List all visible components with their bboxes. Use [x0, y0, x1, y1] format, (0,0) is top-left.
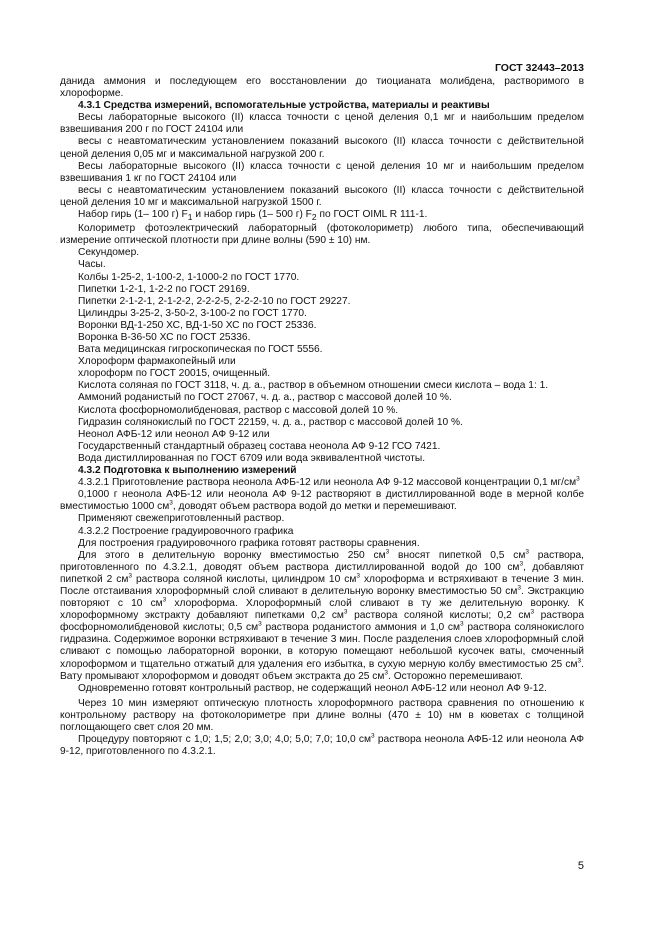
document-header: ГОСТ 32443–2013	[494, 62, 584, 74]
paragraph: Для этого в делительную воронку вместимостью 250 $см^3$ вносят пипеткой 0,5 $см^3$ раствора, приготовленного по 4.3.2.1, доводят объем раствора дистиллированной водой до 100 $см^3$, добавляют пипеткой 2 $см^3$ раствора соляной кислоты, цилиндром 10 $см^3$ хлороформа и встряхивают в течение 3 мин. После отстаивания хлороформный слой сливают в делительную воронку вместимостью 50 $см^3$. Экстракцию повторяют с 10 $см^3$ хлороформа. Хлороформный слой сливают в ту же делительную воронку. К хлороформному экстракту добавляют пипетками 0,2 $см^3$ раствора соляной кислоты; 0,2 $см^3$ раствора фосфорномолибденовой кислоты; 0,5 $см^3$ раствора роданистого аммония и 1,0 $см^3$ раствора солянокислого гидразина. Содержимое воронки встряхивают в течение 3 мин. После разделения слоев хлороформный слой сливают с помощью лабораторной воронки, в которую помещают небольшой кусочек ваты, смоченный хлороформом и тщательно отжатый для удаления его избытка, в сухую мерную колбу вместимостью 25 $см^3$. Вату промывают хлороформом и доводят объем экстракта до 25 $см^3$. Осторожно перемешивают.	[60, 548, 585, 682]
paragraph: Цилиндры 3-25-2, 3-50-2, 3-100-2 по ГОСТ 1770.	[78, 307, 307, 319]
paragraph: весы с неавтоматическим установлением показаний высокого (II) класса точности с действительной ценой деления 10 мг и максимальной нагрузкой 1500 г.	[60, 184, 584, 208]
paragraph: Хлороформ фармакопейный или	[78, 356, 236, 368]
paragraph: Секундомер.	[78, 247, 140, 259]
paragraph: Воронки ВД-1-250 ХС, ВД-1-50 ХС по ГОСТ 25336.	[78, 319, 317, 331]
paragraph: Часы.	[78, 259, 106, 271]
paragraph: Одновременно готовят контрольный раствор, не содержащий неонол АФБ-12 или неонол АФ 9-12.	[78, 682, 547, 694]
paragraph: весы с неавтоматическим установлением показаний высокого (II) класса точности с действительной ценой деления 0,05 мг и максимальной нагрузкой 200 г.	[60, 136, 584, 160]
document-body	[60, 76, 584, 758]
paragraph: Набор гирь (1– 100 г) $F_1$ и набор гирь (1– 500 г) $F_2$ по ГОСТ OIML R 111-1.	[78, 209, 428, 223]
section-heading: 4.3.1 Средства измерений, вспомогательные устройства, материалы и реактивы	[78, 100, 490, 112]
paragraph: Для построения градуировочного графика готовят растворы сравнения.	[78, 537, 420, 549]
paragraph: Воронка В-36-50 ХС по ГОСТ 25336.	[78, 332, 251, 343]
paragraph: Пипетки 1-2-1, 1-2-2 по ГОСТ 29169.	[78, 283, 250, 295]
paragraph: 4.3.2.1 Приготовление раствора неонола АФБ-12 или неонола АФ 9-12 массовой концентрации 0,1 $мг/см^3$	[78, 475, 580, 489]
paragraph: хлороформ по ГОСТ 20015, очищенный.	[78, 368, 271, 380]
page-number: 5	[577, 860, 584, 872]
paragraph: Процедуру повторяют с 1,0; 1,5; 2,0; 3,0; 4,0; 5,0; 7,0; 10,0 $см^3$ раствора неонола АФБ-12 или неонола АФ 9-12, приготовленного по 4.3.2.1.	[60, 732, 585, 758]
paragraph: Применяют свежеприготовленный раствор.	[78, 513, 285, 525]
paragraph: Кислота соляная по ГОСТ 3118, ч. д. а., раствор в объемном отношении смеси кислота – вода 1: 1.	[78, 380, 549, 392]
paragraph: Через 10 мин измеряют оптическую плотность хлороформного раствора сравнения по отношению к контрольному раствору на фотоколориметре при длине волны (470 ± 10) нм в кюветах с толщиной поглощающего свет слоя 20 мм.	[60, 697, 584, 733]
paragraph: Весы лабораторные высокого (II) класса точности с ценой деления 0,1 мг и наибольшим пределом взвешивания 200 г по ГОСТ 24104 или	[60, 112, 584, 136]
paragraph: 4.3.2.2 Построение градуировочного графика	[78, 525, 294, 537]
paragraph: Неонол АФБ-12 или неонол АФ 9-12 или	[78, 428, 270, 440]
paragraph: Весы лабораторные высокого (II) класса точности с ценой деления 10 мг и наибольшим пределом взвешивания 1 кг по ГОСТ 24104 или	[60, 160, 584, 184]
section-heading: 4.3.2 Подготовка к выполнению измерений	[78, 465, 297, 477]
paragraph: Гидразин солянокислый по ГОСТ 22159, ч. д. а., раствор с массовой долей 10 %.	[78, 416, 463, 428]
paragraph-continuation: данида аммония и последующем его восстановлении до тиоцианата молибдена, растворимого в хлороформе.	[60, 76, 584, 100]
paragraph: Аммоний роданистый по ГОСТ 27067, ч. д. а., раствор с массовой долей 10 %.	[78, 392, 452, 404]
paragraph: Колбы 1-25-2, 1-100-2, 1-1000-2 по ГОСТ 1770.	[78, 271, 300, 283]
paragraph: 0,1000 г неонола АФБ-12 или неонола АФ 9-12 растворяют в дистиллированной воде в мерной колбе вместимостью 1000 $см^3$, доводят объем раствора водой до метки и перемешивают.	[60, 489, 584, 513]
paragraph: Государственный стандартный образец состава неонола АФ 9-12 ГСО 7421.	[78, 440, 441, 452]
paragraph: Пипетки 2-1-2-1, 2-1-2-2, 2-2-2-5, 2-2-2-10 по ГОСТ 29227.	[78, 295, 351, 307]
paragraph: Вода дистиллированная по ГОСТ 6709 или вода эквивалентной чистоты.	[78, 452, 426, 464]
paragraph: Кислота фосфорномолибденовая, раствор с массовой долей 10 %.	[78, 404, 399, 416]
paragraph: Вата медицинская гигроскопическая по ГОСТ 5556.	[78, 344, 323, 356]
paragraph: Колориметр фотоэлектрический лабораторный (фотоколориметр) любого типа, обеспечивающий измерение оптической плотности при длине волны (590 ± 10) нм.	[60, 223, 584, 247]
